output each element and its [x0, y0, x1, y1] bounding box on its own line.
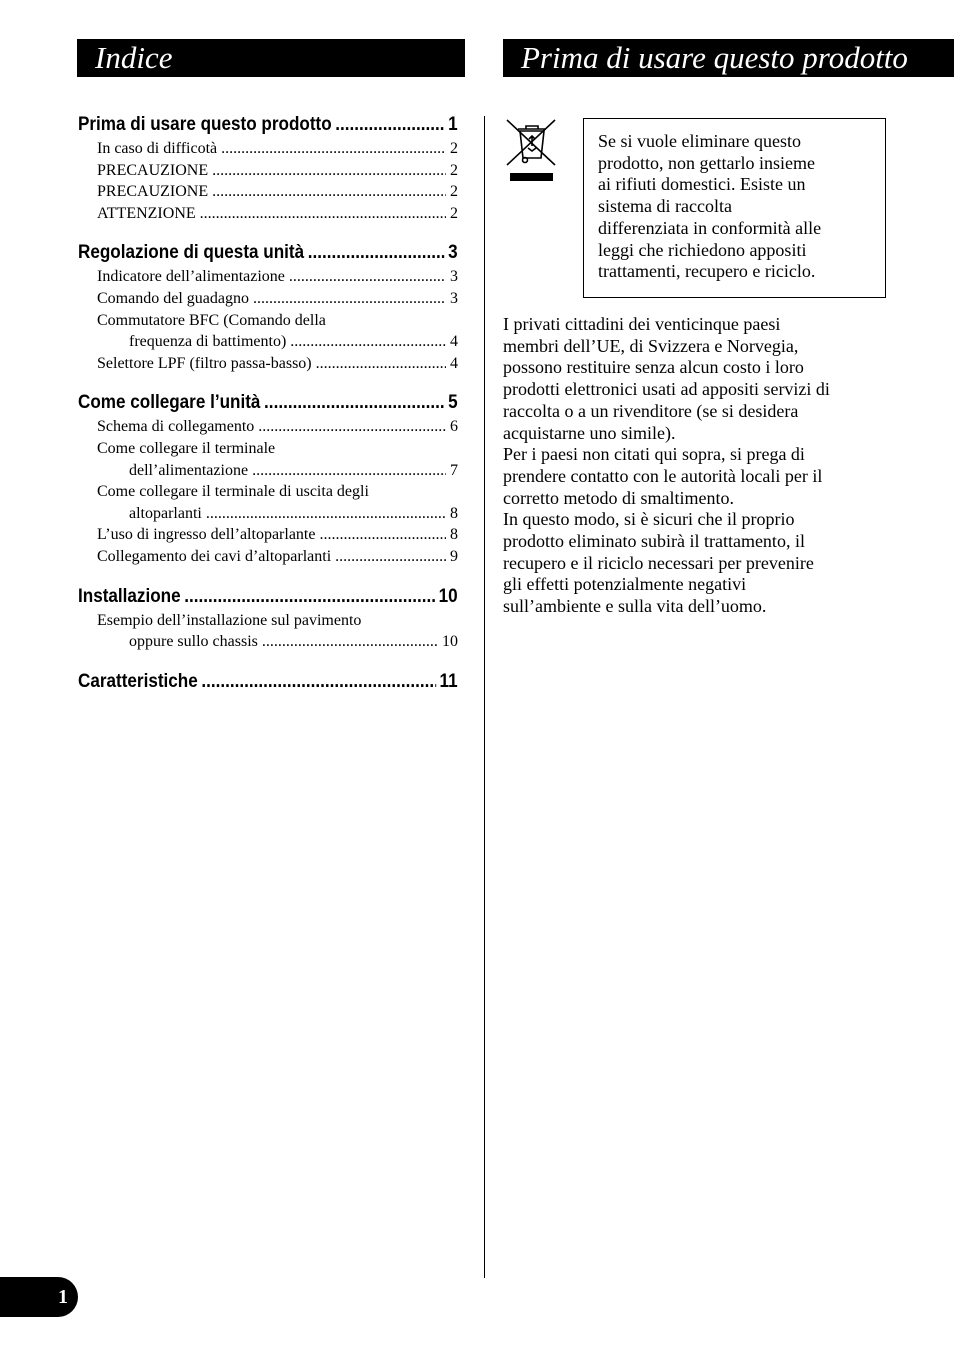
- body-line: recupero e il riciclo necessari per prevenire: [503, 552, 814, 573]
- column-divider: [484, 116, 485, 1278]
- body-line: prodotto eliminato subirà il trattamento, il: [503, 531, 805, 552]
- toc-item-label: Collegamento dei cavi d’altoparlanti: [97, 547, 332, 565]
- toc-leader-dots: [184, 584, 435, 610]
- toc-item-page: 8: [450, 504, 458, 522]
- crossed-out-wheelie-bin-icon: [505, 117, 557, 183]
- disposal-body-text: [503, 314, 883, 618]
- toc-section: [78, 240, 458, 374]
- toc-item-label: ATTENZIONE: [97, 204, 196, 222]
- toc-section-page: 5: [448, 392, 458, 414]
- toc-leader-dots: [201, 669, 436, 695]
- toc-leader-dots: [212, 160, 446, 182]
- body-line: gli effetti potenzialmente negativi: [503, 574, 747, 595]
- toc-section-label: Come collegare l’unità: [78, 392, 261, 414]
- toc-item[interactable]: [97, 310, 458, 353]
- body-line: Per i paesi non citati qui sopra, si prega di: [503, 444, 805, 465]
- toc-section-label: Caratteristiche: [78, 670, 198, 692]
- toc-item[interactable]: [97, 181, 458, 203]
- body-line: possono restituire senza alcun costo i loro: [503, 357, 804, 378]
- toc-item-label: Indicatore dell’alimentazione: [97, 268, 285, 286]
- toc-item-page: 9: [450, 547, 458, 565]
- table-of-contents: [78, 112, 458, 711]
- body-line: prendere contatto con le autorità locali per il: [503, 465, 823, 486]
- toc-leader-dots: [335, 546, 446, 568]
- toc-section: [78, 584, 458, 653]
- toc-item-label: Schema di collegamento: [97, 418, 255, 436]
- toc-item[interactable]: [97, 610, 458, 653]
- toc-heading: Indice: [77, 39, 465, 77]
- notice-line: leggi che richiedono appositi: [598, 239, 807, 260]
- toc-item[interactable]: [97, 524, 458, 546]
- toc-leader-dots: [319, 524, 446, 546]
- toc-item-label: Commutatore BFC (Comando della: [97, 311, 326, 329]
- toc-leader-dots: [290, 331, 446, 353]
- toc-item-page: 2: [450, 183, 458, 201]
- toc-section-label: Prima di usare questo prodotto: [78, 114, 332, 135]
- toc-section-label: Regolazione di questa unità: [78, 242, 305, 264]
- toc-item-label: Come collegare il terminale di uscita degli: [97, 483, 369, 501]
- toc-section-page: 3: [448, 242, 458, 264]
- body-line: membri dell’UE, di Svizzera e Norvegia,: [503, 335, 799, 356]
- toc-item-label: In caso di difficotà: [97, 140, 218, 157]
- page-number: 1: [0, 1277, 78, 1317]
- toc-item-label: Esempio dell’installazione sul pavimento: [97, 611, 362, 629]
- toc-item-label-cont: dell’alimentazione: [129, 461, 249, 479]
- toc-section-title[interactable]: [78, 669, 458, 695]
- notice-line: Se si vuole eliminare questo: [598, 131, 801, 151]
- body-line: raccolta o a un rivenditore (se si desidera: [503, 400, 799, 421]
- toc-leader-dots: [258, 416, 446, 438]
- toc-item[interactable]: [97, 138, 458, 160]
- toc-item-label-cont: frequenza di battimento): [129, 333, 287, 351]
- toc-leader-dots: [264, 390, 444, 416]
- toc-item-page: 6: [450, 418, 458, 436]
- toc-section-page: 10: [438, 585, 458, 607]
- toc-section-page: 11: [439, 670, 458, 692]
- notice-line: ai rifiuti domestici. Esiste un: [598, 174, 806, 195]
- toc-item-label-cont: oppure sullo chassis: [129, 633, 258, 651]
- toc-section: [78, 390, 458, 567]
- toc-section: [78, 669, 458, 695]
- body-line: sull’ambiente e sulla vita dell’uomo.: [503, 596, 767, 617]
- toc-item-page: 8: [450, 526, 458, 544]
- toc-section-title[interactable]: [78, 112, 458, 138]
- toc-item[interactable]: [97, 266, 458, 288]
- section-heading: Prima di usare questo prodotto: [503, 39, 954, 77]
- toc-item-page: 3: [450, 289, 458, 307]
- toc-section-title[interactable]: [78, 584, 458, 610]
- toc-section: [78, 112, 458, 224]
- toc-leader-dots: [200, 203, 446, 225]
- toc-item-label: Selettore LPF (filtro passa-basso): [97, 354, 312, 372]
- body-line: In questo modo, si è sicuri che il proprio: [503, 509, 795, 530]
- toc-item[interactable]: [97, 203, 458, 225]
- toc-item-page: 3: [450, 268, 458, 286]
- toc-item[interactable]: [97, 416, 458, 438]
- toc-leader-dots: [252, 460, 446, 482]
- toc-item-page: 2: [450, 140, 458, 157]
- toc-item[interactable]: [97, 160, 458, 182]
- toc-leader-dots: [206, 503, 446, 525]
- body-line: acquistarne uno simile).: [503, 422, 676, 443]
- disposal-notice-box: [583, 118, 886, 298]
- toc-leader-dots: [253, 288, 446, 310]
- notice-line: prodotto, non gettarlo insieme: [598, 152, 815, 173]
- toc-item-label: Comando del guadagno: [97, 289, 249, 307]
- toc-item[interactable]: [97, 481, 458, 524]
- body-line: prodotti elettronici usati ad appositi servizi di: [503, 379, 830, 400]
- toc-item[interactable]: [97, 288, 458, 310]
- toc-leader-dots: [221, 138, 446, 160]
- toc-item-label: L’uso di ingresso dell’altoparlante: [97, 526, 316, 544]
- toc-item-page: 4: [450, 354, 458, 372]
- toc-item-page: 2: [450, 204, 458, 222]
- toc-section-page: 1: [448, 114, 458, 135]
- toc-item-label: Come collegare il terminale: [97, 439, 276, 457]
- toc-item[interactable]: [97, 353, 458, 375]
- toc-leader-dots: [308, 240, 445, 266]
- notice-line: sistema di raccolta: [598, 196, 732, 217]
- toc-section-title[interactable]: [78, 240, 458, 266]
- toc-item-page: 2: [450, 161, 458, 179]
- toc-leader-dots: [289, 266, 446, 288]
- toc-item-label: PRECAUZIONE: [97, 183, 209, 201]
- toc-item-page: 4: [450, 333, 458, 351]
- toc-item-label-cont: altoparlanti: [129, 504, 202, 522]
- toc-item[interactable]: [97, 438, 458, 481]
- toc-leader-dots: [316, 353, 446, 375]
- body-line: corretto metodo di smaltimento.: [503, 487, 734, 508]
- notice-line: differenziata in conformità alle: [598, 217, 822, 238]
- toc-item-page: 10: [442, 633, 458, 651]
- toc-item-label: PRECAUZIONE: [97, 161, 209, 179]
- toc-item-page: 7: [450, 461, 458, 479]
- toc-section-label: Installazione: [78, 585, 181, 607]
- toc-leader-dots: [335, 112, 444, 138]
- notice-line: trattamenti, recupero e riciclo.: [598, 261, 816, 282]
- toc-item[interactable]: [97, 546, 458, 568]
- toc-section-title[interactable]: [78, 390, 458, 416]
- body-line: I privati cittadini dei venticinque paesi: [503, 314, 781, 334]
- toc-leader-dots: [262, 631, 438, 653]
- toc-leader-dots: [212, 181, 446, 203]
